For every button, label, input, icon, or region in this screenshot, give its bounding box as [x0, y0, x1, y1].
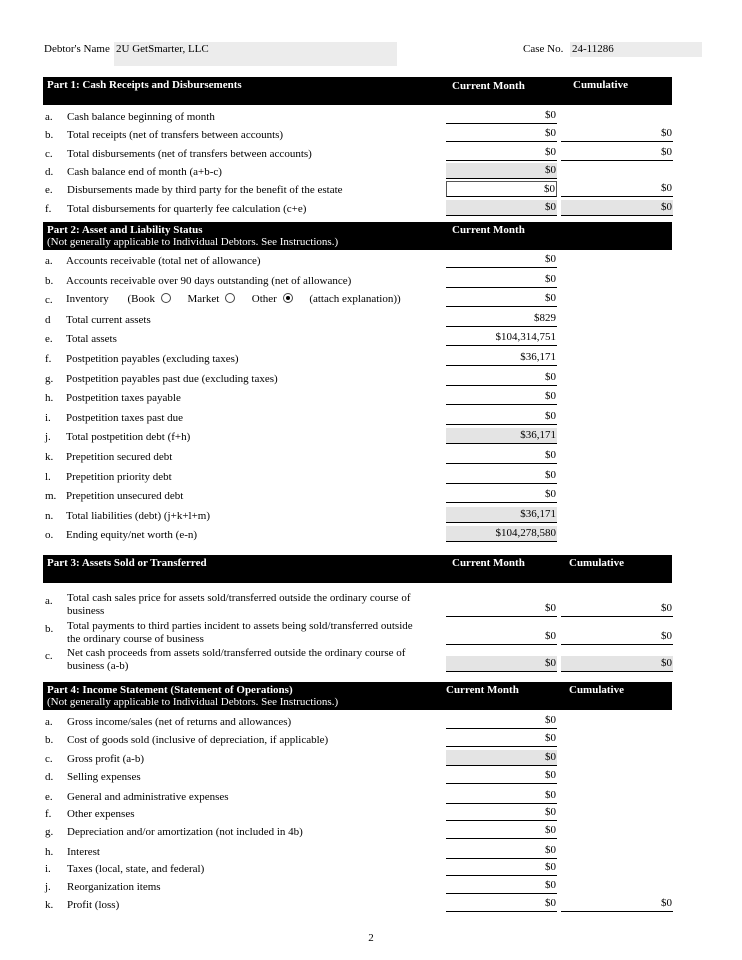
- part4-row: [0, 788, 742, 806]
- current-month-value[interactable]: $0: [446, 468, 557, 484]
- row-letter: g.: [45, 373, 54, 385]
- row-label: Postpetition taxes past due: [66, 412, 184, 424]
- row-letter: o.: [45, 529, 54, 541]
- part1-row: [0, 163, 742, 181]
- part4-row: [0, 713, 742, 731]
- row-label: Prepetition secured debt: [66, 451, 173, 463]
- part1-title: Part 1: Cash Receipts and Disbursements: [47, 79, 242, 91]
- current-month-value[interactable]: $0: [446, 896, 557, 912]
- part4-col-current: Current Month: [446, 684, 519, 696]
- inventory-market-radio[interactable]: [225, 293, 235, 303]
- debtor-name-value: 2U GetSmarter, LLC: [116, 43, 209, 55]
- row-label: Total liabilities (debt) (j+k+l+m): [66, 510, 211, 522]
- debtor-name-field[interactable]: [114, 42, 397, 66]
- cumulative-value[interactable]: $0: [561, 145, 673, 161]
- cumulative-value[interactable]: $0: [561, 181, 673, 197]
- row-label: Interest: [67, 846, 100, 858]
- part2-title: Part 2: Asset and Liability Status: [47, 224, 203, 236]
- case-number-value: 24-11286: [572, 43, 614, 55]
- current-month-value[interactable]: $0: [446, 731, 557, 747]
- current-month-value[interactable]: $0: [446, 108, 557, 124]
- part2-row: [0, 468, 742, 486]
- current-month-value[interactable]: $0: [446, 181, 557, 197]
- part2-row: [0, 330, 742, 348]
- row-letter: h.: [45, 846, 54, 858]
- part1-row: [0, 181, 742, 199]
- row-label: Postpetition payables past due (excluding taxes): [66, 373, 278, 385]
- row-label: Total postpetition debt (f+h): [66, 431, 191, 443]
- current-month-value[interactable]: $0: [446, 788, 557, 804]
- row-letter: i.: [45, 863, 51, 875]
- part4-row: [0, 750, 742, 768]
- row-label: Taxes (local, state, and federal): [67, 863, 205, 875]
- row-letter: e.: [45, 184, 53, 196]
- row-letter: a.: [45, 595, 53, 607]
- row-label: Profit (loss): [67, 899, 120, 911]
- row-letter: j.: [45, 881, 51, 893]
- row-label: Gross profit (a-b): [67, 753, 144, 765]
- current-month-value[interactable]: $0: [446, 163, 557, 179]
- inventory-other-label: Other: [251, 293, 277, 305]
- row-letter: i.: [45, 412, 51, 424]
- part2-row: [0, 428, 742, 446]
- case-number-field[interactable]: [570, 42, 702, 57]
- row-letter: f.: [45, 808, 52, 820]
- part3-row: [0, 592, 742, 619]
- part1-col-current: Current Month: [452, 80, 525, 92]
- row-letter: f.: [45, 203, 52, 215]
- part4-row: [0, 731, 742, 749]
- current-month-value[interactable]: $0: [446, 272, 557, 288]
- part4-row: [0, 768, 742, 786]
- row-label: Postpetition payables (excluding taxes): [66, 353, 239, 365]
- part4-row: [0, 896, 742, 914]
- part2-row: [0, 370, 742, 388]
- current-month-value[interactable]: $0: [446, 252, 557, 268]
- part2-row: [0, 526, 742, 544]
- part1-row: [0, 145, 742, 163]
- current-month-value[interactable]: $0: [446, 487, 557, 503]
- row-letter: h.: [45, 392, 54, 404]
- part2-row: [0, 409, 742, 427]
- row-label: Total receipts (net of transfers between accounts): [67, 129, 284, 141]
- row-label: Ending equity/net worth (e-n): [66, 529, 198, 541]
- cumulative-value[interactable]: $0: [561, 629, 673, 645]
- row-letter: c.: [45, 650, 53, 662]
- part4-row: [0, 843, 742, 861]
- part1-header-bar: [43, 77, 672, 105]
- row-letter: j.: [45, 431, 51, 443]
- part2-row: [0, 448, 742, 466]
- row-label: Postpetition taxes payable: [66, 392, 181, 404]
- row-letter: l.: [45, 471, 51, 483]
- row-letter: m.: [45, 490, 57, 502]
- part3-row: [0, 647, 742, 674]
- row-letter: d: [45, 314, 51, 326]
- row-label: Depreciation and/or amortization (not included in 4b): [67, 826, 303, 838]
- part2-row: [0, 350, 742, 368]
- inventory-book-radio[interactable]: [161, 293, 171, 303]
- part2-header-bar: [43, 222, 672, 250]
- row-label: Total current assets: [66, 314, 151, 326]
- current-month-value[interactable]: $0: [446, 409, 557, 425]
- part3-row: [0, 620, 742, 647]
- part1-row: [0, 200, 742, 218]
- row-letter: e.: [45, 791, 53, 803]
- current-month-value[interactable]: $0: [446, 200, 557, 216]
- inventory-book-label: (Book: [127, 293, 156, 305]
- current-month-value[interactable]: $0: [446, 601, 557, 617]
- row-letter: n.: [45, 510, 54, 522]
- current-month-value[interactable]: $0: [446, 291, 557, 307]
- current-month-value[interactable]: $36,171: [446, 507, 557, 523]
- row-label: Cost of goods sold (inclusive of depreciation, if applicable): [67, 734, 329, 746]
- part4-row: [0, 805, 742, 823]
- row-label: Other expenses: [67, 808, 135, 820]
- current-month-value[interactable]: $0: [446, 878, 557, 894]
- part3-header-bar: [43, 555, 672, 583]
- current-month-value[interactable]: $0: [446, 370, 557, 386]
- cumulative-value[interactable]: $0: [561, 126, 673, 142]
- current-month-value[interactable]: $0: [446, 448, 557, 464]
- row-label: Gross income/sales (net of returns and allowances): [67, 716, 292, 728]
- current-month-value[interactable]: $0: [446, 860, 557, 876]
- part4-col-cumulative: Cumulative: [569, 684, 624, 696]
- current-month-value[interactable]: $0: [446, 750, 557, 766]
- row-letter: a.: [45, 255, 53, 267]
- row-label: Prepetition priority debt: [66, 471, 172, 483]
- row-label: Accounts receivable over 90 days outstanding (net of allowance): [66, 275, 352, 287]
- part2-subtitle: (Not generally applicable to Individual Debtors. See Instructions.): [47, 236, 339, 248]
- row-letter: d.: [45, 166, 54, 178]
- row-letter: g.: [45, 826, 54, 838]
- row-letter: f.: [45, 353, 52, 365]
- row-letter: d.: [45, 771, 54, 783]
- part3-col-current: Current Month: [452, 557, 525, 569]
- inventory-other-radio[interactable]: [283, 293, 293, 303]
- row-label: Cash balance beginning of month: [67, 111, 215, 123]
- row-label: Total payments to third parties incident to assets being sold/transferred outside the ordinary course of business: [67, 620, 413, 645]
- row-label: Total disbursements for quarterly fee calculation (c+e): [67, 203, 307, 215]
- current-month-value[interactable]: $104,314,751: [446, 330, 557, 346]
- current-month-value[interactable]: $104,278,580: [446, 526, 557, 542]
- current-month-value[interactable]: $0: [446, 713, 557, 729]
- part2-col-current: Current Month: [452, 224, 525, 236]
- inventory-label: Inventory: [66, 293, 109, 305]
- row-letter: c.: [45, 294, 53, 306]
- part4-row: [0, 860, 742, 878]
- part4-subtitle: (Not generally applicable to Individual Debtors. See Instructions.): [47, 696, 339, 708]
- row-letter: e.: [45, 333, 53, 345]
- row-letter: b.: [45, 275, 54, 287]
- case-number-label: Case No.: [523, 43, 564, 55]
- part4-title: Part 4: Income Statement (Statement of Operations): [47, 684, 293, 696]
- row-label: Accounts receivable (total net of allowance): [66, 255, 261, 267]
- inventory-label-group: [66, 293, 401, 305]
- page-number: 2: [368, 932, 374, 944]
- current-month-value[interactable]: $0: [446, 389, 557, 405]
- cumulative-value[interactable]: $0: [561, 601, 673, 617]
- row-letter: k.: [45, 451, 54, 463]
- current-month-value[interactable]: $0: [446, 823, 557, 839]
- cumulative-value[interactable]: $0: [561, 896, 673, 912]
- part2-row: [0, 507, 742, 525]
- part1-col-cumulative: Cumulative: [573, 79, 628, 91]
- row-label: Total disbursements (net of transfers between accounts): [67, 148, 312, 160]
- row-label: Cash balance end of month (a+b-c): [67, 166, 222, 178]
- row-letter: c.: [45, 753, 53, 765]
- part4-row: [0, 878, 742, 896]
- row-label: Net cash proceeds from assets sold/transferred outside the ordinary course of business (a-b): [67, 647, 406, 672]
- row-label: Total assets: [66, 333, 117, 345]
- current-month-value[interactable]: $0: [446, 145, 557, 161]
- row-letter: b.: [45, 734, 54, 746]
- cumulative-value[interactable]: $0: [561, 656, 673, 672]
- current-month-value[interactable]: $829: [446, 311, 557, 327]
- part2-row: [0, 311, 742, 329]
- current-month-value[interactable]: $0: [446, 805, 557, 821]
- inventory-attach-label: (attach explanation)): [309, 293, 401, 305]
- cumulative-value[interactable]: $0: [561, 200, 673, 216]
- row-letter: c.: [45, 148, 53, 160]
- current-month-value[interactable]: $0: [446, 629, 557, 645]
- inventory-market-label: Market: [187, 293, 220, 305]
- part1-row: [0, 108, 742, 126]
- row-label: Prepetition unsecured debt: [66, 490, 184, 502]
- row-label: Total cash sales price for assets sold/transferred outside the ordinary course of business: [67, 592, 411, 617]
- row-label: Disbursements made by third party for the benefit of the estate: [67, 184, 343, 196]
- row-label: General and administrative expenses: [67, 791, 229, 803]
- current-month-value[interactable]: $0: [446, 843, 557, 859]
- row-label: Selling expenses: [67, 771, 141, 783]
- current-month-value[interactable]: $36,171: [446, 350, 557, 366]
- row-letter: a.: [45, 716, 53, 728]
- part4-row: [0, 823, 742, 841]
- row-label: Reorganization items: [67, 881, 161, 893]
- part3-title: Part 3: Assets Sold or Transferred: [47, 557, 207, 569]
- part1-row: [0, 126, 742, 144]
- current-month-value[interactable]: $36,171: [446, 428, 557, 444]
- part3-col-cumulative: Cumulative: [569, 557, 624, 569]
- debtor-name-label: Debtor's Name: [44, 43, 110, 55]
- current-month-value[interactable]: $0: [446, 126, 557, 142]
- current-month-value[interactable]: $0: [446, 768, 557, 784]
- row-letter: k.: [45, 899, 54, 911]
- part2-row: [0, 389, 742, 407]
- part2-row: [0, 487, 742, 505]
- row-letter: a.: [45, 111, 53, 123]
- part2-row: [0, 252, 742, 270]
- row-letter: b.: [45, 623, 54, 635]
- part4-header-bar: [43, 682, 672, 710]
- part2-row: [0, 272, 742, 290]
- current-month-value[interactable]: $0: [446, 656, 557, 672]
- row-letter: b.: [45, 129, 54, 141]
